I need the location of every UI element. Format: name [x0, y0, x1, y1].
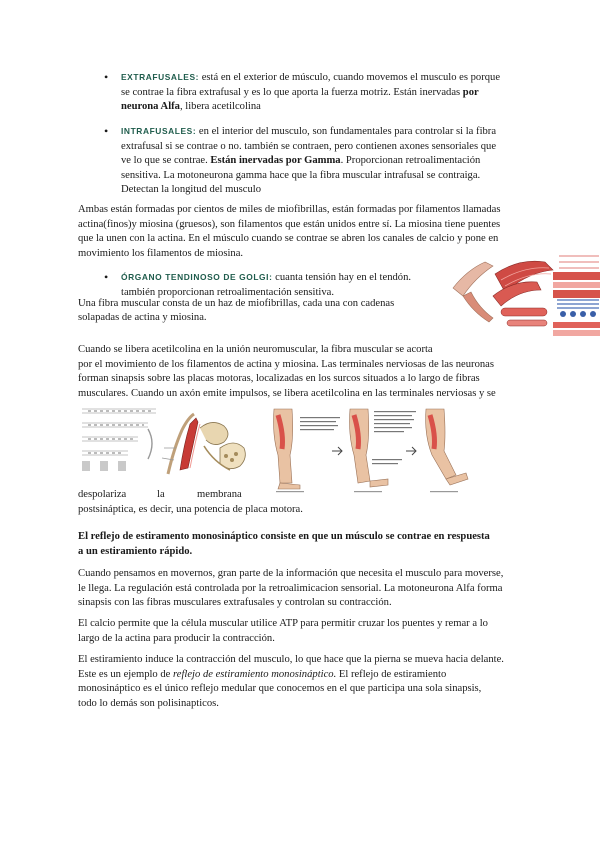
text-line: también proporcionan retroalimentación sensitiva.: [121, 286, 334, 298]
bold-text: neurona Alfa: [121, 101, 180, 113]
bullet-dot: •: [104, 270, 109, 284]
text-line: El calcio permite que la célula muscular utilice ATP para permitir cruzar los puentes y remar a lo: [78, 618, 488, 629]
bullet-extrafusales: [121, 70, 514, 115]
term-extrafusales: EXTRAFUSALES:: [121, 72, 200, 82]
text-line: largo de la actina para producir la contracción.: [78, 632, 275, 644]
text-line: sinapsis con las fibras musculares extrafusales y controlan su contracción.: [78, 597, 392, 609]
term-golgi: ÓRGANO TENDINOSO DE GOLGI:: [121, 272, 273, 282]
text-line: Ambas están formadas por cientos de miles de miofibrillas, están formadas por filamentos llamadas: [78, 204, 501, 215]
text-line: por el movimiento de los filamentos de actina y miosina. Las terminales nerviosas de las neuronas: [78, 358, 494, 370]
term-intrafusales: INTRAFUSALES:: [121, 126, 197, 136]
text-line: extrafusal si se contrae o no. también se contraen, pero contienen axones sensoriales que: [121, 140, 497, 152]
text-line: todo lo demás son polisinapticos.: [78, 697, 219, 709]
italic-text: reflejo de estiramiento monosináptico.: [173, 668, 337, 680]
text-line: sensitiva. La motoneurona gamma hace que la fibra muscular intrafusal se contraiga.: [121, 169, 481, 181]
text-line: Cuando pensamos en movernos, gran parte de la información que necesita el musculo para moverse,: [78, 568, 504, 579]
text-line: ve lo que se contrae.: [121, 155, 211, 167]
text-line: solapadas de actina y miosina.: [78, 312, 207, 324]
myofibril-sarcomere-illustration: [78, 403, 160, 475]
text-line: Detectan la longitud del musculo: [121, 184, 262, 196]
text-line: le llega. La regulación está controlada por la retroalimicacion sensorial. La motoneurona Alfa forma: [78, 582, 503, 594]
text-line: se contrae la fibra extrafusal y es lo que aporta la fuerza motriz. Están inervadas: [121, 86, 461, 98]
text-line: cuanta tensión hay en el tendón.: [275, 272, 412, 283]
bullet-intrafusales: [121, 124, 514, 198]
text-line: Cuando se libera acetilcolina en la unión neuromuscular, la fibra muscular se acorta: [78, 344, 433, 355]
text-line: a un estiramiento rápido.: [78, 545, 193, 557]
bullet-dot: •: [104, 124, 109, 138]
paragraph-calcio: [78, 617, 518, 646]
text-line: El estiramiento induce la contracción del musculo, lo que hace que la pierna se mueva hacia delante.: [78, 654, 504, 665]
text-line: monosináptico es el único reflejo medular que conocemos en el que participa una sola sinapsis,: [78, 683, 482, 695]
knee-reflex-illustration: [270, 405, 470, 495]
text-line: Una fibra muscular consta de un haz de miofibrillas, cada una con cadenas: [78, 297, 395, 309]
text-line: , libera acetilcolina: [179, 101, 261, 113]
muscle-fiber-illustration: [449, 252, 600, 340]
bullet-dot: •: [104, 70, 109, 84]
paragraph-despolariza: [78, 488, 518, 517]
paragraph-acetilcolina: [78, 343, 518, 401]
text-line: El reflejo de estiramento monosináptico consiste en que un músculo se contrae en respuesta: [78, 531, 490, 542]
paragraph-haz: [78, 282, 443, 326]
text-line: Este es un ejemplo de: [78, 668, 174, 680]
text-line: que la unen con la actina. En el músculo cuando se contrae se abren los canales de calcio y pone en: [78, 233, 499, 245]
text-line: está en el exterior de músculo, cuando movemos el musculo es porque: [201, 72, 501, 83]
text-line: actina(finos)y miosina (gruesos), son filamentos que están unidos entre sí. La miosina tiene puentes: [78, 218, 501, 230]
bold-text: por: [462, 86, 479, 98]
text-word: despolariza: [78, 489, 127, 500]
paragraph-movemos: [78, 567, 518, 611]
text-line: postsináptica, es decir, una potencia de placa motora.: [78, 503, 303, 515]
text-line: . Proporcionan retroalimentación: [340, 155, 481, 167]
neuromuscular-junction-illustration: [160, 408, 252, 478]
text-word: membrana: [197, 489, 242, 500]
bold-text: Están inervadas por Gamma: [210, 155, 341, 167]
text-line: movimiento los filamentos de miosina.: [78, 247, 244, 259]
heading-reflejo: [78, 530, 518, 559]
paragraph-estiramiento: [78, 653, 518, 711]
text-line: en el interior del musculo, son fundamentales para controlar si la fibra: [198, 126, 497, 137]
text-line: forman sinapsis sobre las placas motoras, localizadas en los surcos situados a lo largo de fibras: [78, 373, 480, 385]
text-line: El reflejo de estiramiento: [336, 668, 447, 680]
text-line: musculares. Cuando un axón emite impulsos, se libera acetilcolina en las terminales nerviosas y se: [78, 387, 496, 399]
text-word: la: [157, 489, 165, 500]
